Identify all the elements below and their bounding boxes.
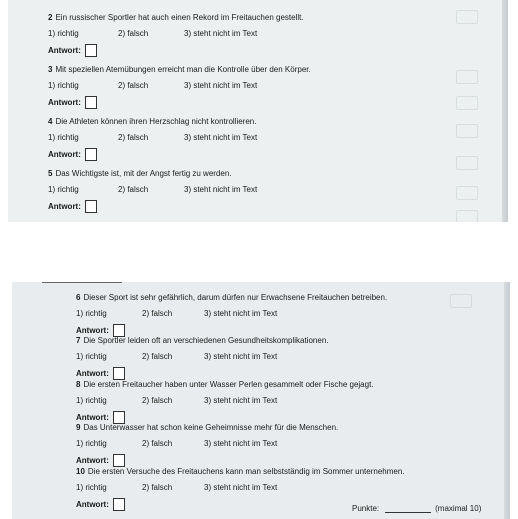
question-text: Ein russischer Sportler hat auch einen Rekord im Freitauchen gestellt.: [55, 13, 304, 22]
question-number: 9: [76, 423, 81, 432]
answer-box[interactable]: [85, 96, 97, 109]
score-field[interactable]: [385, 504, 431, 513]
page-edge-shadow: [504, 282, 510, 519]
option-falsch[interactable]: 2) falsch: [118, 29, 149, 38]
bleed-box: [456, 10, 478, 24]
answer-box[interactable]: [85, 200, 97, 213]
option-nicht-im-text[interactable]: 3) steht nicht im Text: [204, 439, 278, 448]
question-text: Die Athleten können ihren Herzschlag nicht kontrollieren.: [55, 117, 257, 126]
option-falsch[interactable]: 2) falsch: [118, 185, 149, 194]
option-falsch[interactable]: 2) falsch: [118, 81, 149, 90]
answer-box[interactable]: [113, 454, 125, 467]
option-nicht-im-text[interactable]: 3) steht nicht im Text: [184, 133, 258, 142]
bleed-box: [456, 186, 478, 200]
question-number: 8: [76, 380, 81, 389]
option-nicht-im-text[interactable]: 3) steht nicht im Text: [184, 29, 258, 38]
answer-label: Antwort:: [48, 45, 81, 55]
question-3: [48, 65, 311, 109]
question-4: [48, 117, 257, 161]
bleed-box: [456, 124, 478, 138]
bleed-box: [456, 96, 478, 110]
bleed-box: [450, 294, 472, 308]
question-text: Das Unterwasser hat schon keine Geheimnisse mehr für die Menschen.: [83, 423, 339, 432]
answer-label: Antwort:: [76, 499, 109, 509]
question-number: 2: [48, 13, 53, 22]
question-text: Das Wichtigste ist, mit der Angst fertig zu werden.: [55, 169, 232, 178]
option-falsch[interactable]: 2) falsch: [142, 483, 173, 492]
answer-box[interactable]: [85, 148, 97, 161]
answer-label: Antwort:: [48, 97, 81, 107]
answer-label: Antwort:: [48, 201, 81, 211]
question-text: Dieser Sport ist sehr gefährlich, darum dürfen nur Erwachsene Freitauchen betreiben.: [83, 293, 388, 302]
option-nicht-im-text[interactable]: 3) steht nicht im Text: [204, 352, 278, 361]
page-edge-shadow: [502, 0, 508, 222]
question-5: [48, 169, 257, 213]
option-falsch[interactable]: 2) falsch: [142, 309, 173, 318]
question-6: [76, 293, 387, 337]
question-9: [76, 423, 338, 467]
option-falsch[interactable]: 2) falsch: [142, 352, 173, 361]
question-number: 7: [76, 336, 81, 345]
option-richtig[interactable]: 1) richtig: [76, 439, 107, 448]
option-richtig[interactable]: 1) richtig: [48, 133, 79, 142]
question-number: 4: [48, 117, 53, 126]
option-richtig[interactable]: 1) richtig: [76, 483, 107, 492]
answer-box[interactable]: [113, 367, 125, 380]
score-label: Punkte:: [352, 504, 380, 513]
answer-label: Antwort:: [76, 412, 109, 422]
answer-label: Antwort:: [76, 455, 109, 465]
answer-label: Antwort:: [48, 149, 81, 159]
worksheet-page-bottom: [12, 282, 510, 519]
option-richtig[interactable]: 1) richtig: [76, 396, 107, 405]
answer-label: Antwort:: [76, 325, 109, 335]
question-text: Mit speziellen Atemübungen erreicht man die Kontrolle über den Körper.: [55, 65, 311, 74]
option-richtig[interactable]: 1) richtig: [76, 309, 107, 318]
worksheet-page-top: [8, 0, 508, 222]
question-text: Die ersten Freitaucher haben unter Wasser Perlen gesammelt oder Fische gejagt.: [83, 380, 374, 389]
question-8: [76, 380, 374, 424]
question-number: 6: [76, 293, 81, 302]
question-number: 5: [48, 169, 53, 178]
question-text: Die ersten Versuche des Freitauchens kann man selbstständig im Sommer unternehmen.: [87, 467, 405, 476]
option-nicht-im-text[interactable]: 3) steht nicht im Text: [204, 483, 278, 492]
score-line: [352, 504, 481, 513]
option-nicht-im-text[interactable]: 3) steht nicht im Text: [204, 309, 278, 318]
bleed-box: [456, 156, 478, 170]
option-richtig[interactable]: 1) richtig: [48, 29, 79, 38]
option-richtig[interactable]: 1) richtig: [48, 185, 79, 194]
question-7: [76, 336, 329, 380]
question-number: 10: [76, 467, 85, 476]
option-richtig[interactable]: 1) richtig: [76, 352, 107, 361]
answer-label: Antwort:: [76, 368, 109, 378]
question-text: Die Sportler leiden oft an verschiedenen Gesundheitskomplikationen.: [83, 336, 329, 345]
bleed-box: [456, 70, 478, 84]
bleed-box: [456, 210, 478, 222]
question-number: 3: [48, 65, 53, 74]
option-nicht-im-text[interactable]: 3) steht nicht im Text: [184, 81, 258, 90]
answer-box[interactable]: [85, 44, 97, 57]
score-max: (maximal 10): [435, 504, 482, 513]
option-falsch[interactable]: 2) falsch: [142, 396, 173, 405]
option-richtig[interactable]: 1) richtig: [48, 81, 79, 90]
option-falsch[interactable]: 2) falsch: [142, 439, 173, 448]
answer-box[interactable]: [113, 498, 125, 511]
option-nicht-im-text[interactable]: 3) steht nicht im Text: [204, 396, 278, 405]
page-top-rule: [42, 282, 122, 287]
question-2: [48, 13, 304, 57]
option-nicht-im-text[interactable]: 3) steht nicht im Text: [184, 185, 258, 194]
option-falsch[interactable]: 2) falsch: [118, 133, 149, 142]
